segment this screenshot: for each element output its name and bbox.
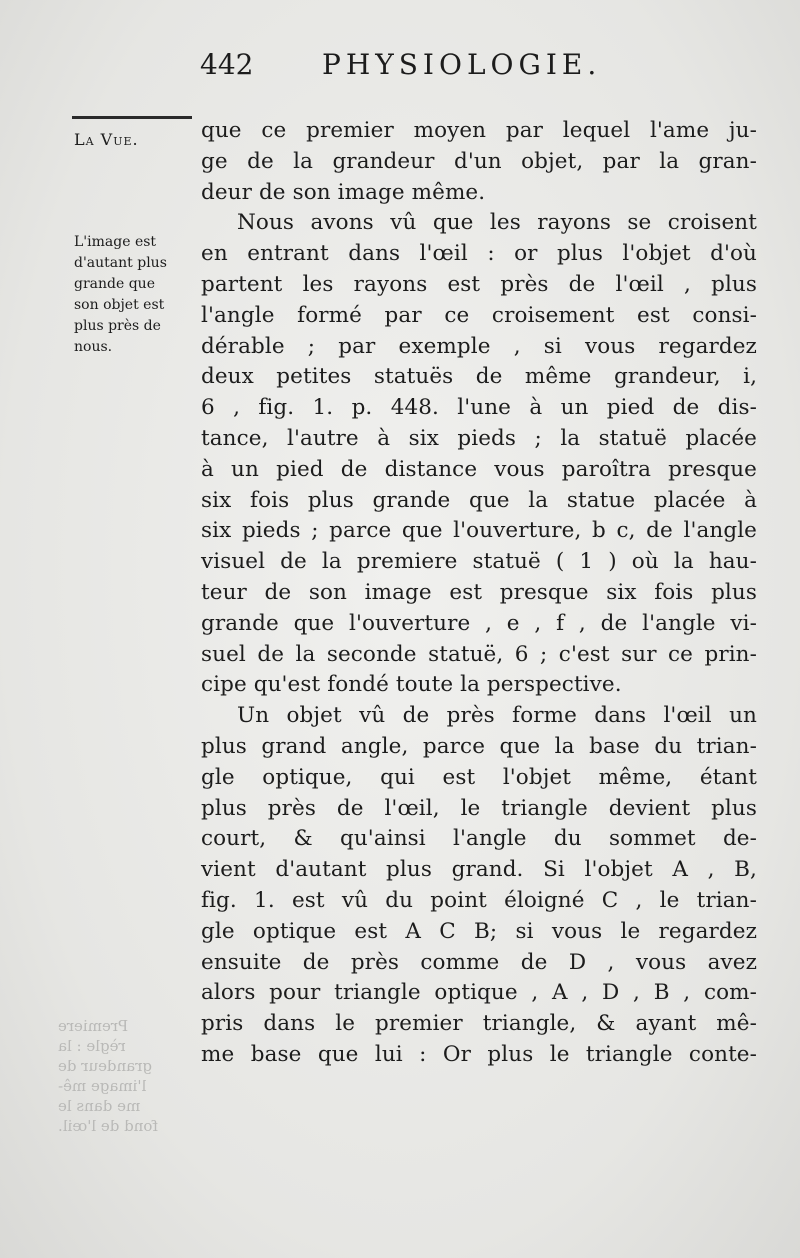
running-title: PHYSIOLOGIE. (322, 48, 602, 81)
margin-note-line: grande que (74, 276, 155, 292)
body-line: teur de son image est presque six fois plus (201, 579, 757, 605)
body-line: gle optique est A C B; si vous le regardez (201, 918, 757, 944)
body-line: plus grand angle, parce que la base du trian- (201, 733, 757, 759)
running-head (200, 48, 760, 88)
body-line: cipe qu'est fondé toute la perspective. (201, 672, 622, 698)
body-line: tance, l'autre à six pieds ; la statuë placée (201, 425, 757, 451)
show-through-line: l'image mê- (58, 1077, 147, 1095)
body-line: court, & qu'ainsi l'angle du sommet de- (201, 826, 757, 852)
body-line: me base que lui : Or plus le triangle conte- (201, 1041, 757, 1067)
show-through-margin-note (58, 1016, 178, 1136)
body-line: en entrant dans l'œil : or plus l'objet d'où (201, 241, 757, 267)
show-through-line: fond de l'œil. (58, 1117, 158, 1135)
body-line: six pieds ; parce que l'ouverture, b c, de l'angle (201, 518, 757, 544)
margin-note-line: L'image est (74, 234, 157, 250)
body-line: ensuite de près comme de D , vous avez (201, 949, 757, 975)
body-line: gle optique, qui est l'objet même, étant (201, 764, 757, 790)
body-line: l'angle formé par ce croisement est consi- (201, 302, 757, 328)
show-through-line: me dans le (58, 1097, 141, 1115)
body-line: six fois plus grande que la statue placée à (201, 487, 757, 513)
side-label: La Vue. (74, 130, 139, 149)
show-through-line: Premiere (58, 1017, 129, 1035)
body-line: que ce premier moyen par lequel l'ame ju- (201, 118, 757, 143)
body-line: vient d'autant plus grand. Si l'objet A , B, (201, 857, 757, 883)
show-through-line: règle : la (58, 1037, 126, 1055)
margin-note (74, 232, 194, 358)
body-line: visuel de la premiere statuë ( 1 ) où la hau- (201, 549, 757, 575)
body-line: Un objet vû de près forme dans l'œil un (237, 703, 757, 729)
body-line: ge de la grandeur d'un objet, par la gran- (201, 148, 757, 174)
body-line: deux petites statuës de même grandeur, i, (201, 364, 757, 390)
margin-note-line: nous. (74, 339, 113, 355)
body-line: dérable ; par exemple , si vous regardez (201, 333, 757, 359)
body-line: 6 , fig. 1. p. 448. l'une à un pied de dis- (201, 395, 757, 421)
body-line: partent les rayons est près de l'œil , plus (201, 271, 757, 297)
show-through-line: grandeur de (58, 1057, 152, 1075)
body-line: grande que l'ouverture , e , f , de l'angle vi- (201, 610, 757, 636)
body-text (201, 116, 757, 1071)
body-line: plus près de l'œil, le triangle devient plus (201, 795, 757, 821)
body-line: fig. 1. est vû du point éloigné C , le trian- (201, 887, 757, 913)
page-number: 442 (200, 48, 254, 81)
header-rule (72, 116, 192, 119)
body-line: alors pour triangle optique , A , D , B , com- (201, 980, 757, 1006)
body-line: Nous avons vû que les rayons se croisent (237, 210, 757, 236)
body-line: à un pied de distance vous paroîtra presque (201, 456, 757, 482)
body-line: suel de la seconde statuë, 6 ; c'est sur ce prin- (201, 641, 757, 667)
margin-note-line: son objet est (74, 297, 165, 313)
margin-note-line: plus près de (74, 318, 161, 334)
body-line: pris dans le premier triangle, & ayant mê- (201, 1011, 757, 1037)
margin-note-line: d'autant plus (74, 255, 167, 271)
body-line: deur de son image même. (201, 179, 486, 205)
